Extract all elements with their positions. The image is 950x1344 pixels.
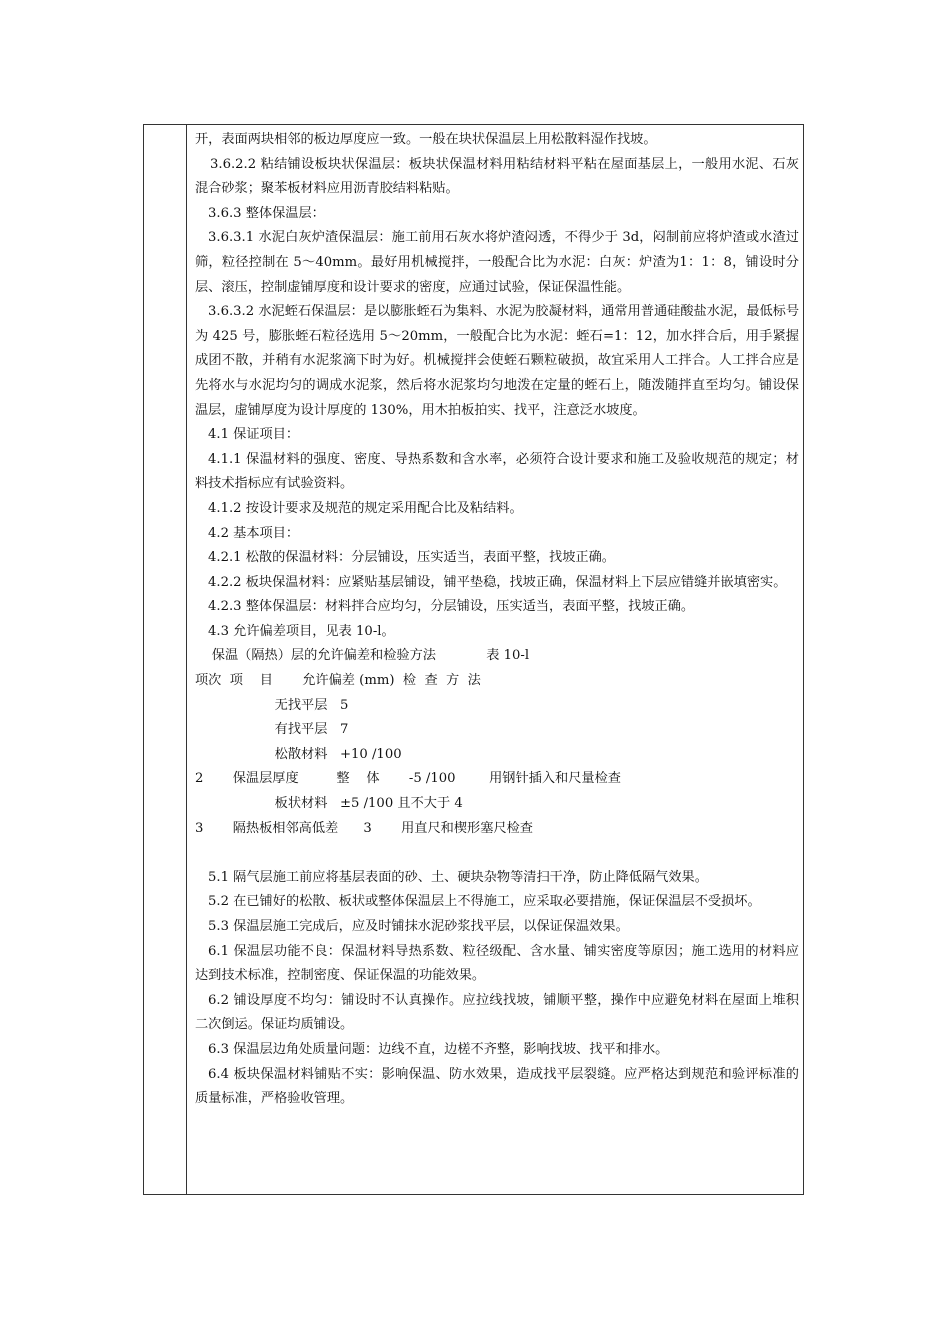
paragraph: 4.1.2 按设计要求及规范的规定采用配合比及粘结料。 xyxy=(208,500,523,516)
paragraph: 4.3 允许偏差项目，见表 10-l。 xyxy=(208,623,395,639)
paragraph: 4.2.3 整体保温层：材料拌合应均匀，分层铺设，压实适当，表面平整，找坡正确。 xyxy=(208,599,695,615)
paragraph: 6.3 保温层边角处质量问题：边线不直，边槎不齐整，影响找坡、找平和排水。 xyxy=(208,1041,669,1057)
paragraph: 5.3 保温层施工完成后，应及时铺抹水泥砂浆找平层，以保证保温效果。 xyxy=(208,919,629,934)
table-row: 有找平层 7 xyxy=(195,722,349,738)
paragraph: 4.1.1 保温材料的强度、密度、导热系数和含水率，必须符合设计要求和施工及验收规范的规定；材料技术指标应有试验资料。 xyxy=(195,451,799,492)
blank-line xyxy=(195,841,799,866)
paragraph: 4.2.1 松散的保温材料：分层铺设，压实适当，表面平整，找坡正确。 xyxy=(208,550,615,566)
paragraph: 3.6.3 整体保温层： xyxy=(208,205,325,221)
content-cell xyxy=(195,128,799,1112)
paragraph: 开，表面两块相邻的板边厚度应一致。一般在块状保温层上用松散料湿作找坡。 xyxy=(195,132,657,147)
tolerance-table xyxy=(195,644,799,841)
paragraph: 3.6.2.2 粘结铺设板块状保温层：板块状保温材料用粘结材料平粘在屋面基层上，一般用水泥、石灰混合砂浆；聚苯板材料应用沥青胶结料粘贴。 xyxy=(195,156,799,197)
table-header: 项次 项 目 允许偏差 (mm) 检 查 方 法 xyxy=(195,673,481,689)
table-row: 3 隔热板相邻高低差 3 用直尺和楔形塞尺检查 xyxy=(195,820,533,836)
paragraph: 5.2 在已铺好的松散、板状或整体保温层上不得施工，应采取必要措施，保证保温层不受损坏。 xyxy=(208,894,761,910)
paragraph: 6.4 板块保温材料铺贴不实：影响保温、防水效果，造成找平层裂缝。应严格达到规范和验评标准的质量标准，严格验收管理。 xyxy=(195,1066,799,1107)
left-blank-column xyxy=(144,125,187,1194)
paragraph: 6.1 保温层功能不良：保温材料导热系数、粒径级配、含水量、铺实密度等原因；施工选用的材料应达到技术标准，控制密度、保证保温的功能效果。 xyxy=(195,943,799,984)
table-caption: 保温（隔热）层的允许偏差和检验方法 表 10-l xyxy=(195,648,530,664)
table-row: 2 保温层厚度 整 体 -5 /100 用钢针插入和尺量检查 xyxy=(195,771,621,787)
paragraph: 4.2.2 板块保温材料：应紧贴基层铺设，铺平垫稳，找坡正确，保温材料上下层应错缝并嵌填密实。 xyxy=(208,574,787,590)
paragraph: 6.2 铺设厚度不均匀：铺设时不认真操作。应拉线找坡，铺顺平整，操作中应避免材料在屋面上堆积二次倒运。保证均质铺设。 xyxy=(195,992,799,1033)
table-row: 无找平层 5 xyxy=(195,697,349,713)
table-row: 松散材料 +10 /100 xyxy=(195,746,402,762)
paragraph: 3.6.3.1 水泥白灰炉渣保温层：施工前用石灰水将炉渣闷透，不得少于 3d，闷制前应将炉渣或水渣过筛，粒径控制在 5～40mm。最好用机械搅拌，一般配合比为水泥：白灰：炉渣为1：1：8，铺设时分层、滚压，控制虚铺厚度和设计要求的密度，应通过试验，保证保温性能。 xyxy=(195,230,799,295)
paragraph: 5.1 隔气层施工前应将基层表面的砂、土、硬块杂物等清扫干净，防止降低隔气效果。 xyxy=(208,869,708,885)
table-row: 板状材料 ±5 /100 且不大于 4 xyxy=(195,796,463,812)
paragraph: 3.6.3.2 水泥蛭石保温层：是以膨胀蛭石为集料、水泥为胶凝材料，通常用普通硅酸盐水泥，最低标号为 425 号，膨胀蛭石粒径选用 5～20mm，一般配合比为水泥：蛭石=1：12，加水拌合后，用手紧握成团不散，并稍有水泥浆滴下时为好。机械搅拌会使蛭石颗粒破损，故宜采用人工拌合。人工拌合应是先将水与水泥均匀的调成水泥浆，然后将水泥浆均匀地泼在定量的蛭石上，随泼随拌直至均匀。铺设保温层，虚铺厚度为设计厚度的 130%，用木拍板拍实、找平，注意泛水坡度。 xyxy=(195,304,800,418)
paragraph: 4.1 保证项目： xyxy=(208,427,300,443)
paragraph: 4.2 基本项目： xyxy=(208,525,300,541)
document-table-frame xyxy=(143,124,804,1195)
